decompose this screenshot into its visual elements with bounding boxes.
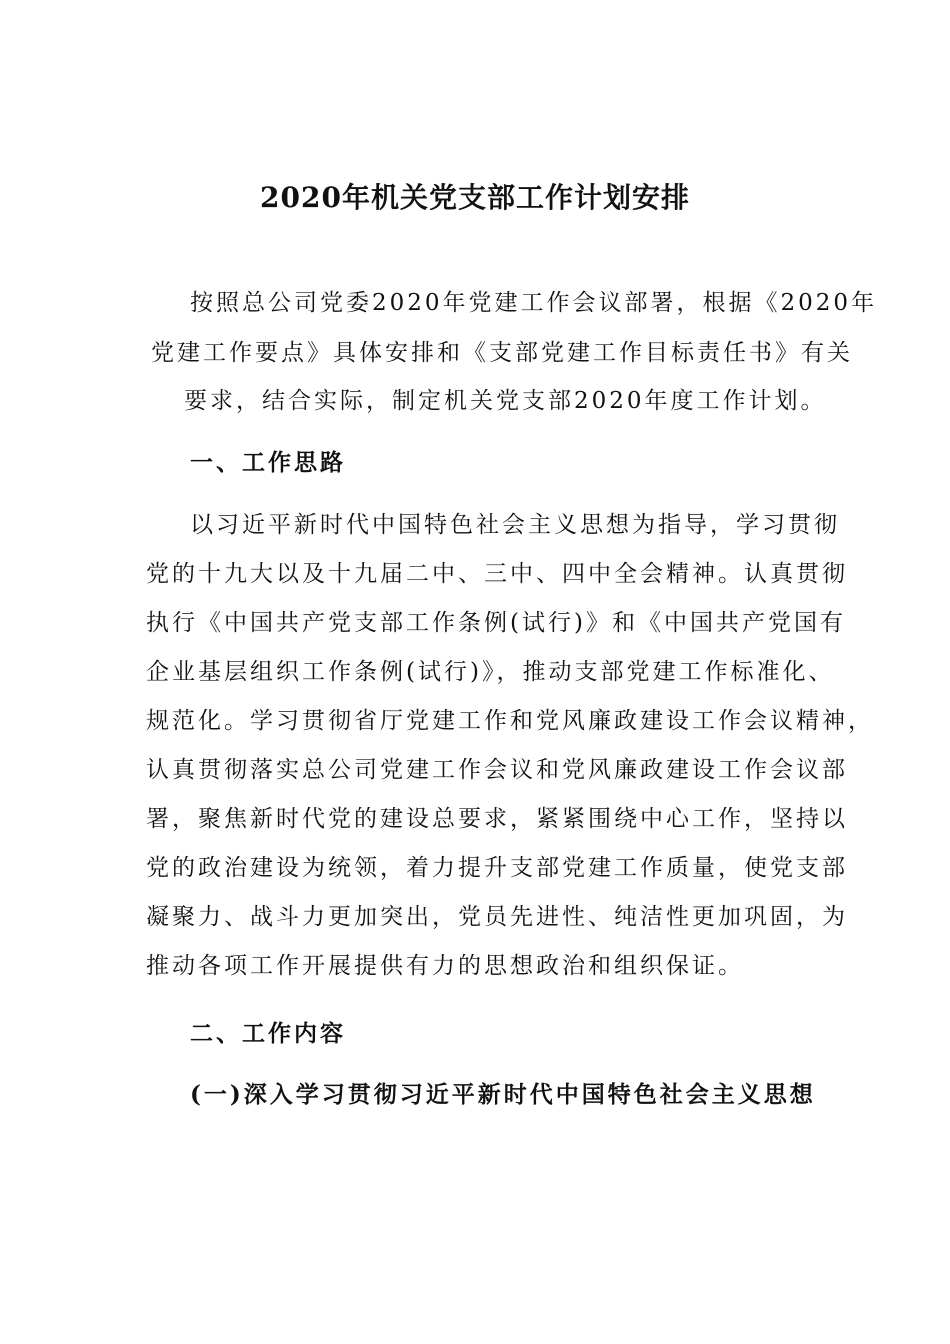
section-1-line-8: 党的政治建设为统领，着力提升支部党建工作质量，使党支部 <box>146 855 848 881</box>
section-1-line-7: 署，聚焦新时代党的建设总要求，紧紧围绕中心工作，坚持以 <box>146 806 848 832</box>
section-2-subheading-1: (一)深入学习贯彻习近平新时代中国特色社会主义思想 <box>190 1081 816 1108</box>
section-1-line-2: 党的十九大以及十九届二中、三中、四中全会精神。认真贯彻 <box>146 561 848 587</box>
document-title: 2020年机关党支部工作计划安排 <box>260 181 690 214</box>
section-1-line-1: 以习近平新时代中国特色社会主义思想为指导，学习贯彻 <box>190 512 840 538</box>
section-2-heading: 二、工作内容 <box>190 1020 346 1047</box>
section-1-line-9: 凝聚力、战斗力更加突出，党员先进性、纯洁性更加巩固，为 <box>146 904 848 930</box>
intro-line-1: 按照总公司党委2020年党建工作会议部署，根据《2020年 <box>190 290 878 316</box>
section-1-heading: 一、工作思路 <box>190 449 346 476</box>
section-1-line-6: 认真贯彻落实总公司党建工作会议和党风廉政建设工作会议部 <box>146 757 848 783</box>
section-1-line-3: 执行《中国共产党支部工作条例(试行)》和《中国共产党国有 <box>146 610 846 636</box>
intro-line-2: 党建工作要点》具体安排和《支部党建工作目标责任书》有关 <box>151 340 853 366</box>
section-1-line-5: 规范化。学习贯彻省厅党建工作和党风廉政建设工作会议精神， <box>146 708 874 734</box>
section-1-line-4: 企业基层组织工作条例(试行)》，推动支部党建工作标准化、 <box>146 659 835 685</box>
section-1-line-10: 推动各项工作开展提供有力的思想政治和组织保证。 <box>146 953 744 979</box>
intro-line-3: 要求，结合实际，制定机关党支部2020年度工作计划。 <box>184 388 827 414</box>
